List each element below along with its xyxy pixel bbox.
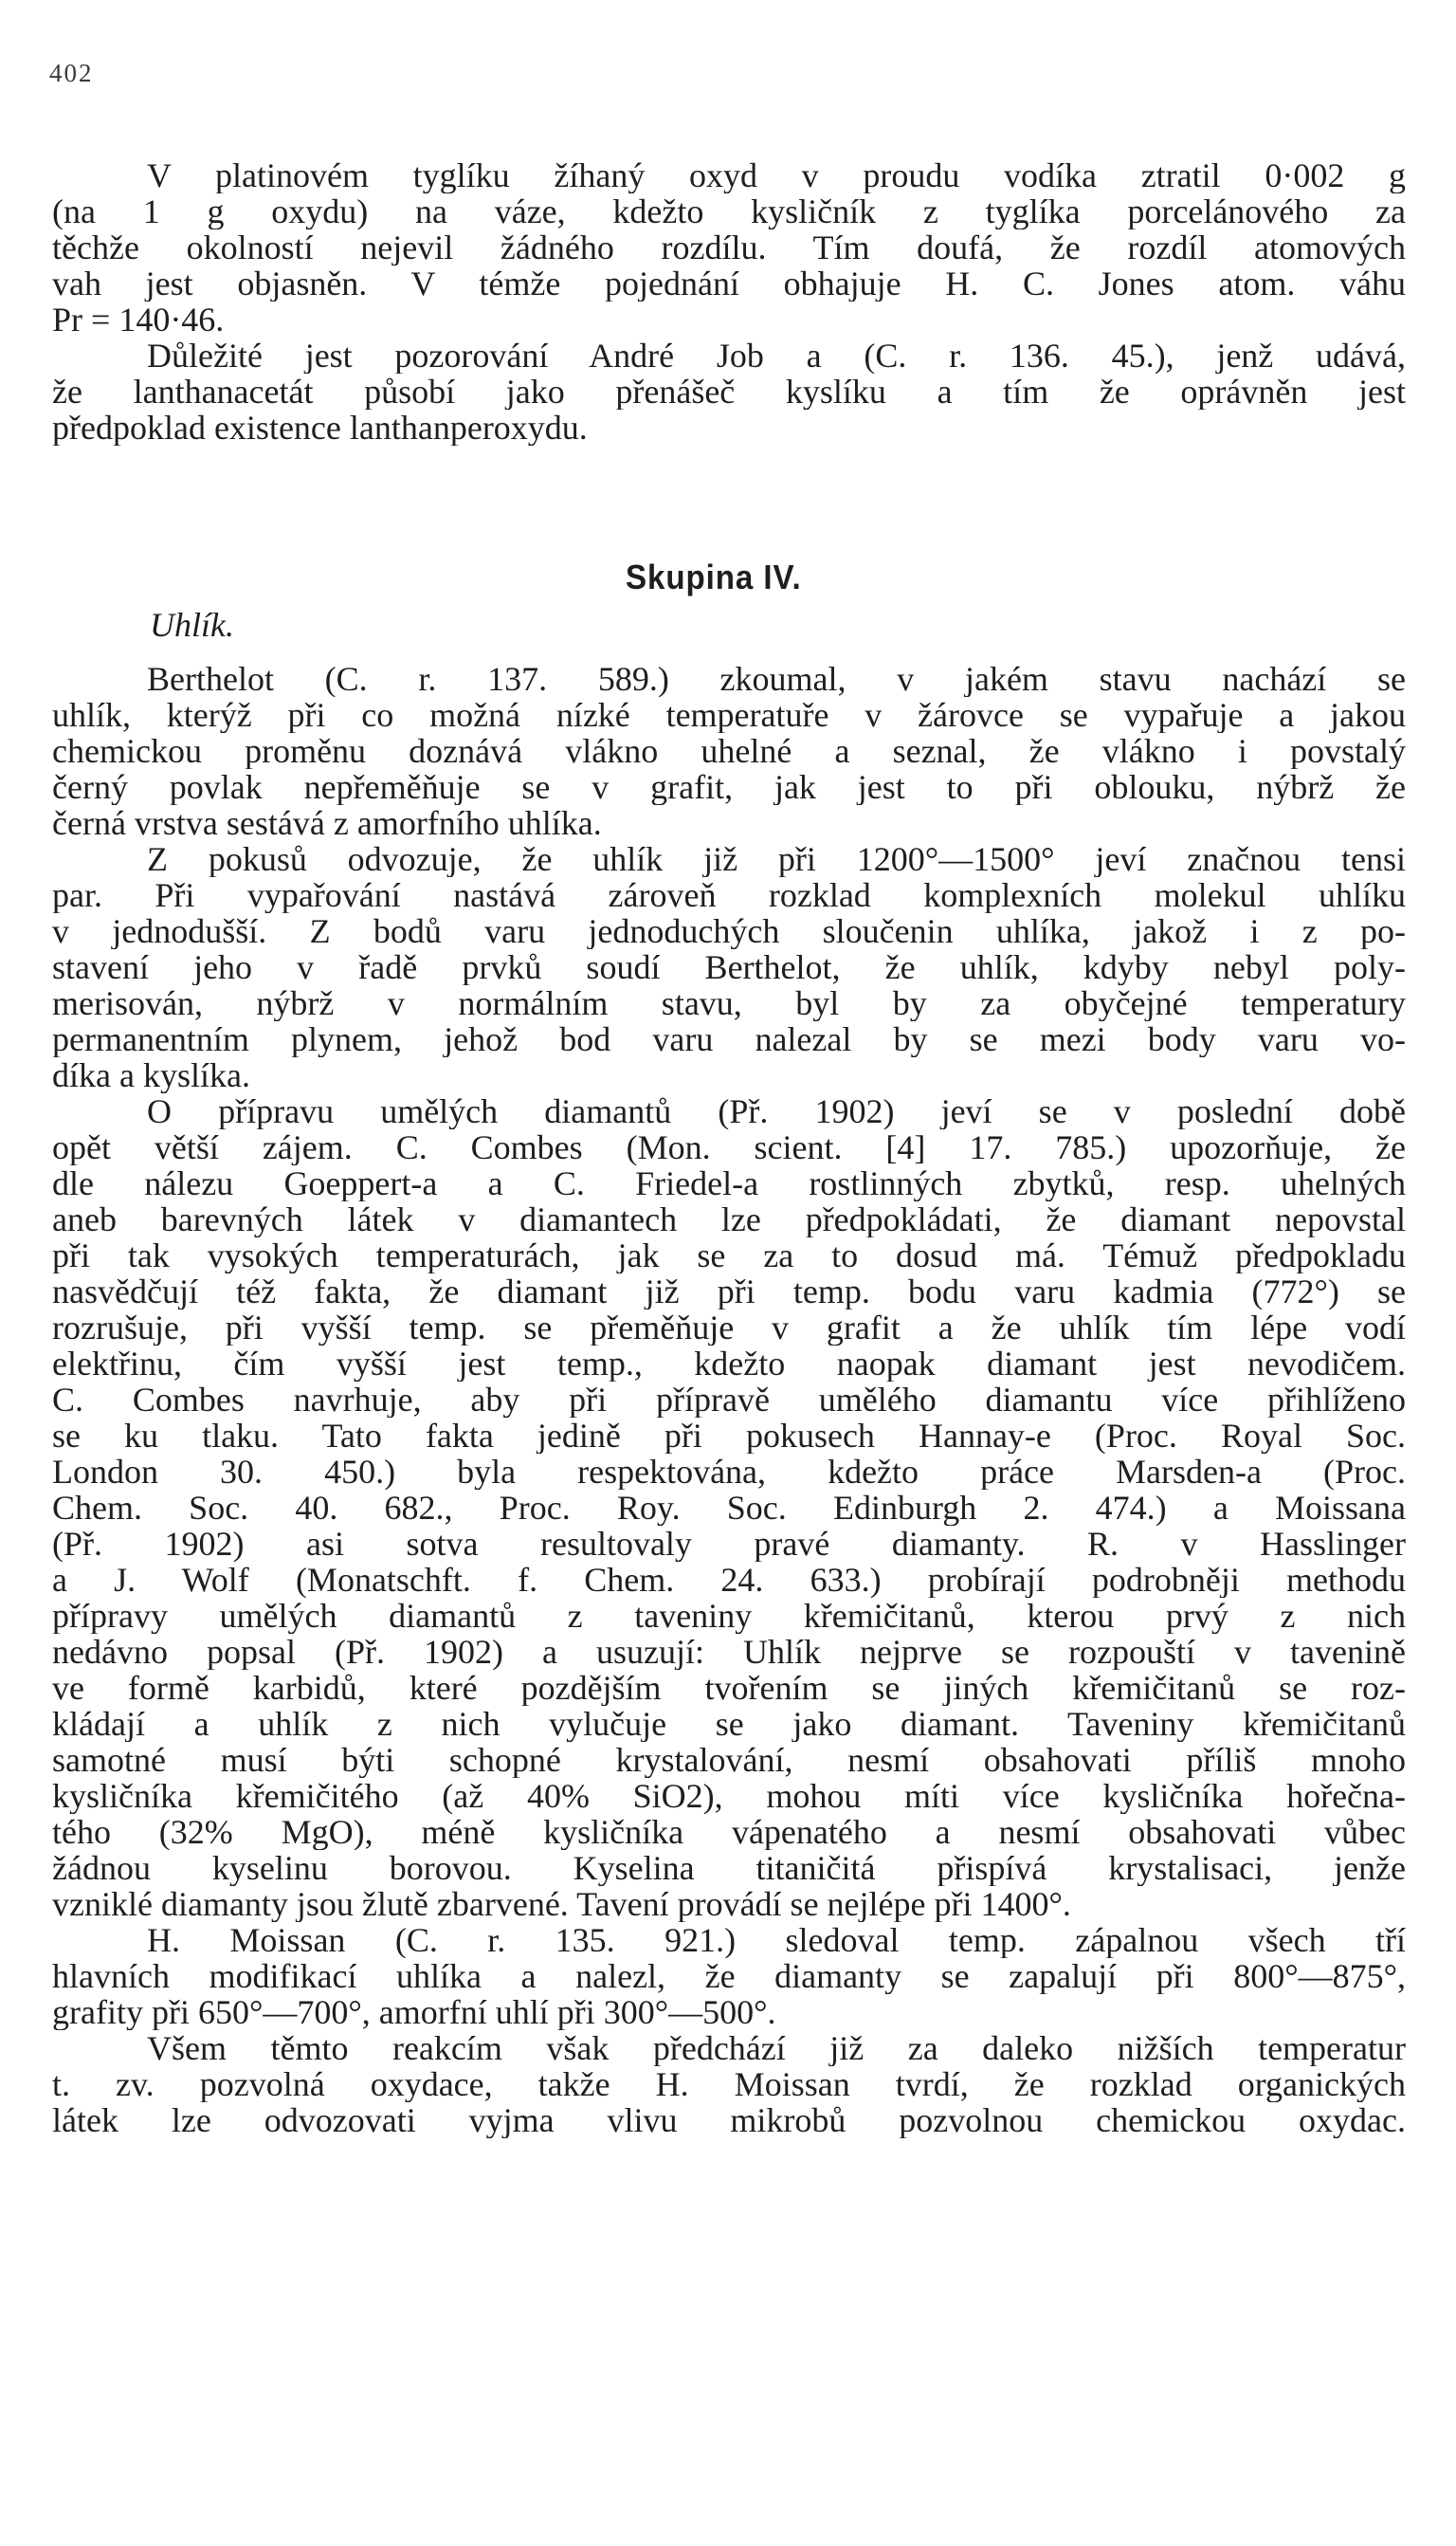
intro-paragraph — [52, 157, 1406, 446]
text-line: vzniklé diamanty jsou žlutě zbarvené. Tavení provádí se nejlépe při 1400°. — [52, 1886, 1071, 1922]
text-line: Důležité jest pozorování André Job a (C. r. 136. 45.), jenž udává, — [147, 338, 1406, 374]
text-line: nasvědčují též fakta, že diamant již při temp. bodu varu kadmia (772°) se — [52, 1273, 1406, 1310]
text-line: aneb barevných látek v diamantech lze předpokládati, že diamant nepovstal — [52, 1201, 1406, 1237]
text-line: chemickou proměnu doznává vlákno uhelné a seznal, že vlákno i povstalý — [52, 733, 1406, 769]
text-line: žádnou kyselinu borovou. Kyselina titaničitá přispívá krystalisaci, jenže — [52, 1850, 1406, 1886]
text-line: samotné musí býti schopné krystalování, nesmí obsahovati příliš mnoho — [52, 1742, 1406, 1778]
text-line: kysličníka křemičitého (až 40% SiO2), mohou míti více kysličníka hořečna- — [52, 1778, 1406, 1814]
text-line: kládají a uhlík z nich vylučuje se jako diamant. Taveniny křemičitanů — [52, 1706, 1406, 1742]
text-line: O přípravu umělých diamantů (Př. 1902) jeví se v poslední době — [147, 1093, 1406, 1129]
text-line: hlavních modifikací uhlíka a nalezl, že diamanty se zapalují při 800°—875°, — [52, 1958, 1406, 1994]
main-text — [52, 661, 1406, 2138]
text-line: (na 1 g oxydu) na váze, kdežto kysličník z tyglíka porcelánového za — [52, 193, 1406, 229]
subsection-title: Uhlík. — [150, 606, 234, 644]
text-line: se ku tlaku. Tato fakta jedině při pokusech Hannay-e (Proc. Royal Soc. — [52, 1418, 1406, 1454]
text-line: rozrušuje, při vyšší temp. se přeměňuje v grafit a že uhlík tím lépe vodí — [52, 1310, 1406, 1346]
text-line: H. Moissan (C. r. 135. 921.) sledoval temp. zápalnou všech tří — [147, 1922, 1406, 1958]
text-line: ve formě karbidů, které pozdějším tvořením se jiných křemičitanů se roz- — [52, 1670, 1406, 1706]
text-line: uhlík, kterýž při co možná nízké temperatuře v žárovce se vypařuje a jakou — [52, 697, 1406, 733]
text-line: vah jest objasněn. V témže pojednání obhajuje H. C. Jones atom. váhu — [52, 266, 1406, 302]
text-line: předpoklad existence lanthanperoxydu. — [52, 410, 588, 446]
text-line: nedávno popsal (Př. 1902) a usuzují: Uhlík nejprve se rozpouští v tavenině — [52, 1634, 1406, 1670]
text-line: stavení jeho v řadě prvků soudí Berthelot, že uhlík, kdyby nebyl poly- — [52, 949, 1406, 985]
text-line: přípravy umělých diamantů z taveniny křemičitanů, kterou prvý z nich — [52, 1598, 1406, 1634]
text-line: látek lze odvozovati vyjma vlivu mikrobů pozvolnou chemickou oxydac. — [52, 2102, 1406, 2138]
text-line: tého (32% MgO), méně kysličníka vápenatého a nesmí obsahovati vůbec — [52, 1814, 1406, 1850]
text-line: opět větší zájem. C. Combes (Mon. scient. [4] 17. 785.) upozorňuje, že — [52, 1129, 1406, 1165]
text-line: v jednodušší. Z bodů varu jednoduchých sloučenin uhlíka, jakož i z po- — [52, 913, 1406, 949]
text-line: Pr = 140·46. — [52, 302, 225, 338]
text-line: dle nálezu Goeppert-a a C. Friedel-a rostlinných zbytků, resp. uhelných — [52, 1165, 1406, 1201]
text-line: Chem. Soc. 40. 682., Proc. Roy. Soc. Edinburgh 2. 474.) a Moissana — [52, 1490, 1406, 1526]
text-line: grafity při 650°—700°, amorfní uhlí při 300°—500°. — [52, 1994, 776, 2030]
text-line: elektřinu, čím vyšší jest temp., kdežto naopak diamant jest nevodičem. — [52, 1346, 1406, 1382]
text-line: permanentním plynem, jehož bod varu nalezal by se mezi body varu vo- — [52, 1021, 1406, 1057]
text-line: C. Combes navrhuje, aby při přípravě umělého diamantu více přihlíženo — [52, 1382, 1406, 1418]
text-line: a J. Wolf (Monatschft. f. Chem. 24. 633.) probírají podrobněji methodu — [52, 1562, 1406, 1598]
text-line: Všem těmto reakcím však předchází již za daleko nižších temperatur — [147, 2030, 1406, 2066]
text-line: že lanthanacetát působí jako přenášeč kyslíku a tím že oprávněn jest — [52, 374, 1406, 410]
text-line: t. zv. pozvolná oxydace, takže H. Moissan tvrdí, že rozklad organických — [52, 2066, 1406, 2102]
text-line: V platinovém tyglíku žíhaný oxyd v proudu vodíka ztratil 0·002 g — [147, 157, 1406, 193]
text-line: Berthelot (C. r. 137. 589.) zkoumal, v jakém stavu nachází se — [147, 661, 1406, 697]
page-number: 402 — [49, 59, 94, 87]
text-line: London 30. 450.) byla respektována, kdežto práce Marsden-a (Proc. — [52, 1454, 1406, 1490]
text-line: par. Při vypařování nastává zároveň rozklad komplexních molekul uhlíku — [52, 877, 1406, 913]
section-heading: Skupina IV. — [626, 558, 802, 596]
text-line: díka a kyslíka. — [52, 1057, 250, 1093]
text-line: při tak vysokých temperaturách, jak se za to dosud má. Témuž předpokladu — [52, 1237, 1406, 1273]
text-line: Z pokusů odvozuje, že uhlík již při 1200°—1500° jeví značnou tensi — [147, 841, 1406, 877]
text-line: těchže okolností nejevil žádného rozdílu. Tím doufá, že rozdíl atomových — [52, 229, 1406, 266]
text-line: černá vrstva sestává z amorfního uhlíka. — [52, 805, 602, 841]
text-line: (Př. 1902) asi sotva resultovaly pravé diamanty. R. v Hasslinger — [52, 1526, 1406, 1562]
text-line: merisován, nýbrž v normálním stavu, byl by za obyčejné temperatury — [52, 985, 1406, 1021]
text-line: černý povlak nepřeměňuje se v grafit, jak jest to při oblouku, nýbrž že — [52, 769, 1406, 805]
